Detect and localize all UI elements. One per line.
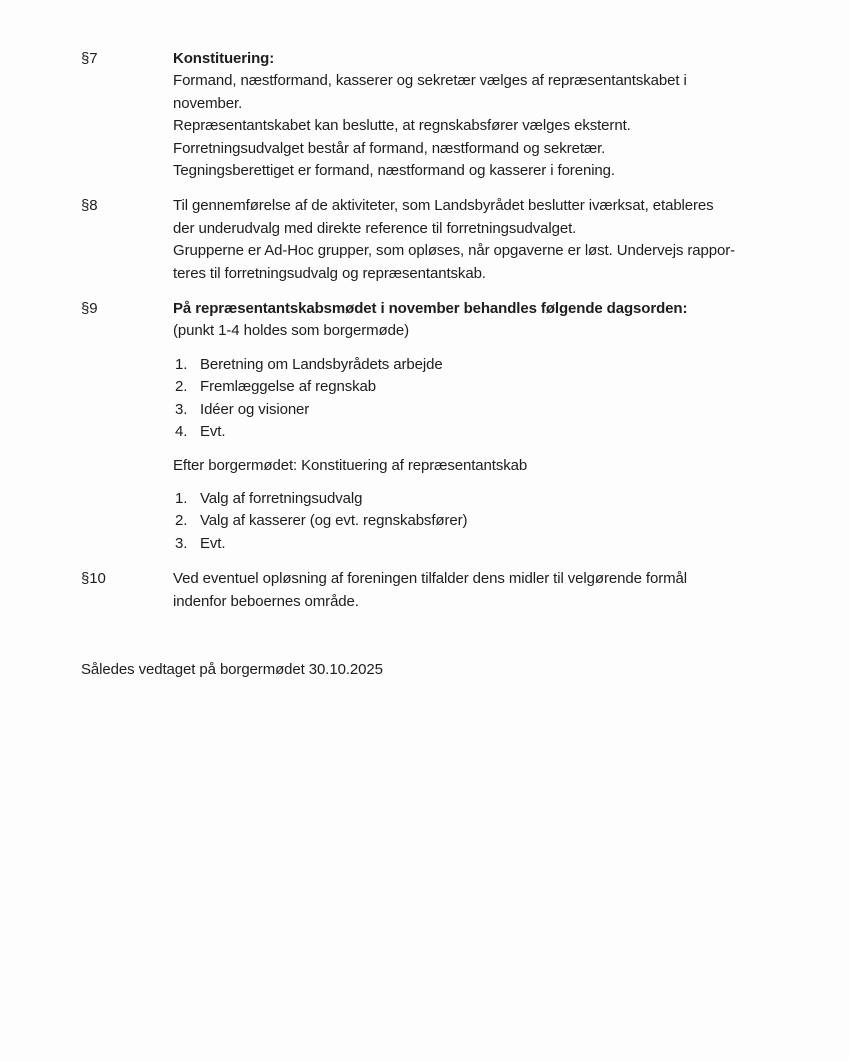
agenda-item-text: Valg af forretningsudvalg: [200, 489, 363, 507]
agenda-item: [175, 488, 779, 510]
agenda-item-number: 3.: [175, 534, 188, 552]
section-9: [81, 298, 779, 555]
agenda-item: [175, 510, 779, 532]
section-10: [81, 568, 779, 613]
section-7: [81, 48, 779, 182]
agenda-item-text: Idéer og visioner: [200, 400, 310, 418]
agenda-item: [175, 376, 779, 398]
text-line: Tegningsberettiget er formand, næstformand og kasserer i forening.: [173, 162, 615, 180]
agenda-item-text: Valg af kasserer (og evt. regnskabsfører): [200, 512, 468, 530]
section-7-heading: Konstituering:: [173, 50, 275, 67]
section-7-label: §7: [81, 50, 98, 67]
after-borgermoede-note: Efter borgermødet: Konstituering af repræsentantskab: [173, 456, 528, 474]
borgermoede-agenda-list: [173, 354, 779, 444]
agenda-item-number: 4.: [175, 423, 188, 441]
text-line: indenfor beboernes område.: [173, 592, 359, 610]
agenda-item: [175, 421, 779, 443]
adoption-date-note: Således vedtaget på borgermødet 30.10.2025: [81, 660, 383, 678]
text-line: der underudvalg med direkte reference til forretningsudvalget.: [173, 219, 577, 237]
agenda-item-text: Evt.: [200, 534, 226, 552]
text-line: Forretningsudvalget består af formand, næstformand og sekretær.: [173, 139, 606, 157]
agenda-item-number: 2.: [175, 378, 188, 396]
agenda-item-number: 2.: [175, 512, 188, 530]
agenda-item-text: Beretning om Landsbyrådets arbejde: [200, 355, 443, 373]
konstituering-agenda-list: [173, 488, 779, 555]
text-line: Formand, næstformand, kasserer og sekretær vælges af repræsentantskabet i: [173, 72, 687, 90]
section-9-subheading: (punkt 1-4 holdes som borgermøde): [173, 322, 409, 340]
section-10-body: [173, 568, 779, 613]
agenda-item-number: 1.: [175, 489, 188, 507]
text-line: november.: [173, 94, 243, 112]
text-line: Repræsentantskabet kan beslutte, at regnskabsfører vælges eksternt.: [173, 117, 631, 135]
section-8-body: [173, 195, 779, 285]
agenda-item-text: Evt.: [200, 423, 226, 441]
section-9-label: §9: [81, 300, 98, 318]
text-line: teres til forretningsudvalg og repræsentantskab.: [173, 264, 486, 282]
section-9-heading: På repræsentantskabsmødet i november behandles følgende dagsorden:: [173, 300, 688, 318]
text-line: Ved eventuel opløsning af foreningen tilfalder dens midler til velgørende formål: [173, 570, 687, 588]
section-9-body: [173, 298, 779, 555]
agenda-item-text: Fremlæggelse af regnskab: [200, 378, 377, 396]
section-10-label: §10: [81, 570, 106, 588]
section-8: [81, 195, 779, 285]
section-7-body: [173, 48, 779, 182]
text-line: Til gennemførelse af de aktiviteter, som Landsbyrådet beslutter iværksat, etableres: [173, 197, 714, 215]
text-line: Grupperne er Ad-Hoc grupper, som opløses, når opgaverne er løst. Undervejs rappor-: [173, 242, 736, 260]
agenda-item-number: 3.: [175, 400, 188, 418]
section-8-label: §8: [81, 197, 98, 215]
agenda-item: [175, 354, 779, 376]
agenda-item: [175, 533, 779, 555]
agenda-item: [175, 399, 779, 421]
agenda-item-number: 1.: [175, 355, 188, 373]
